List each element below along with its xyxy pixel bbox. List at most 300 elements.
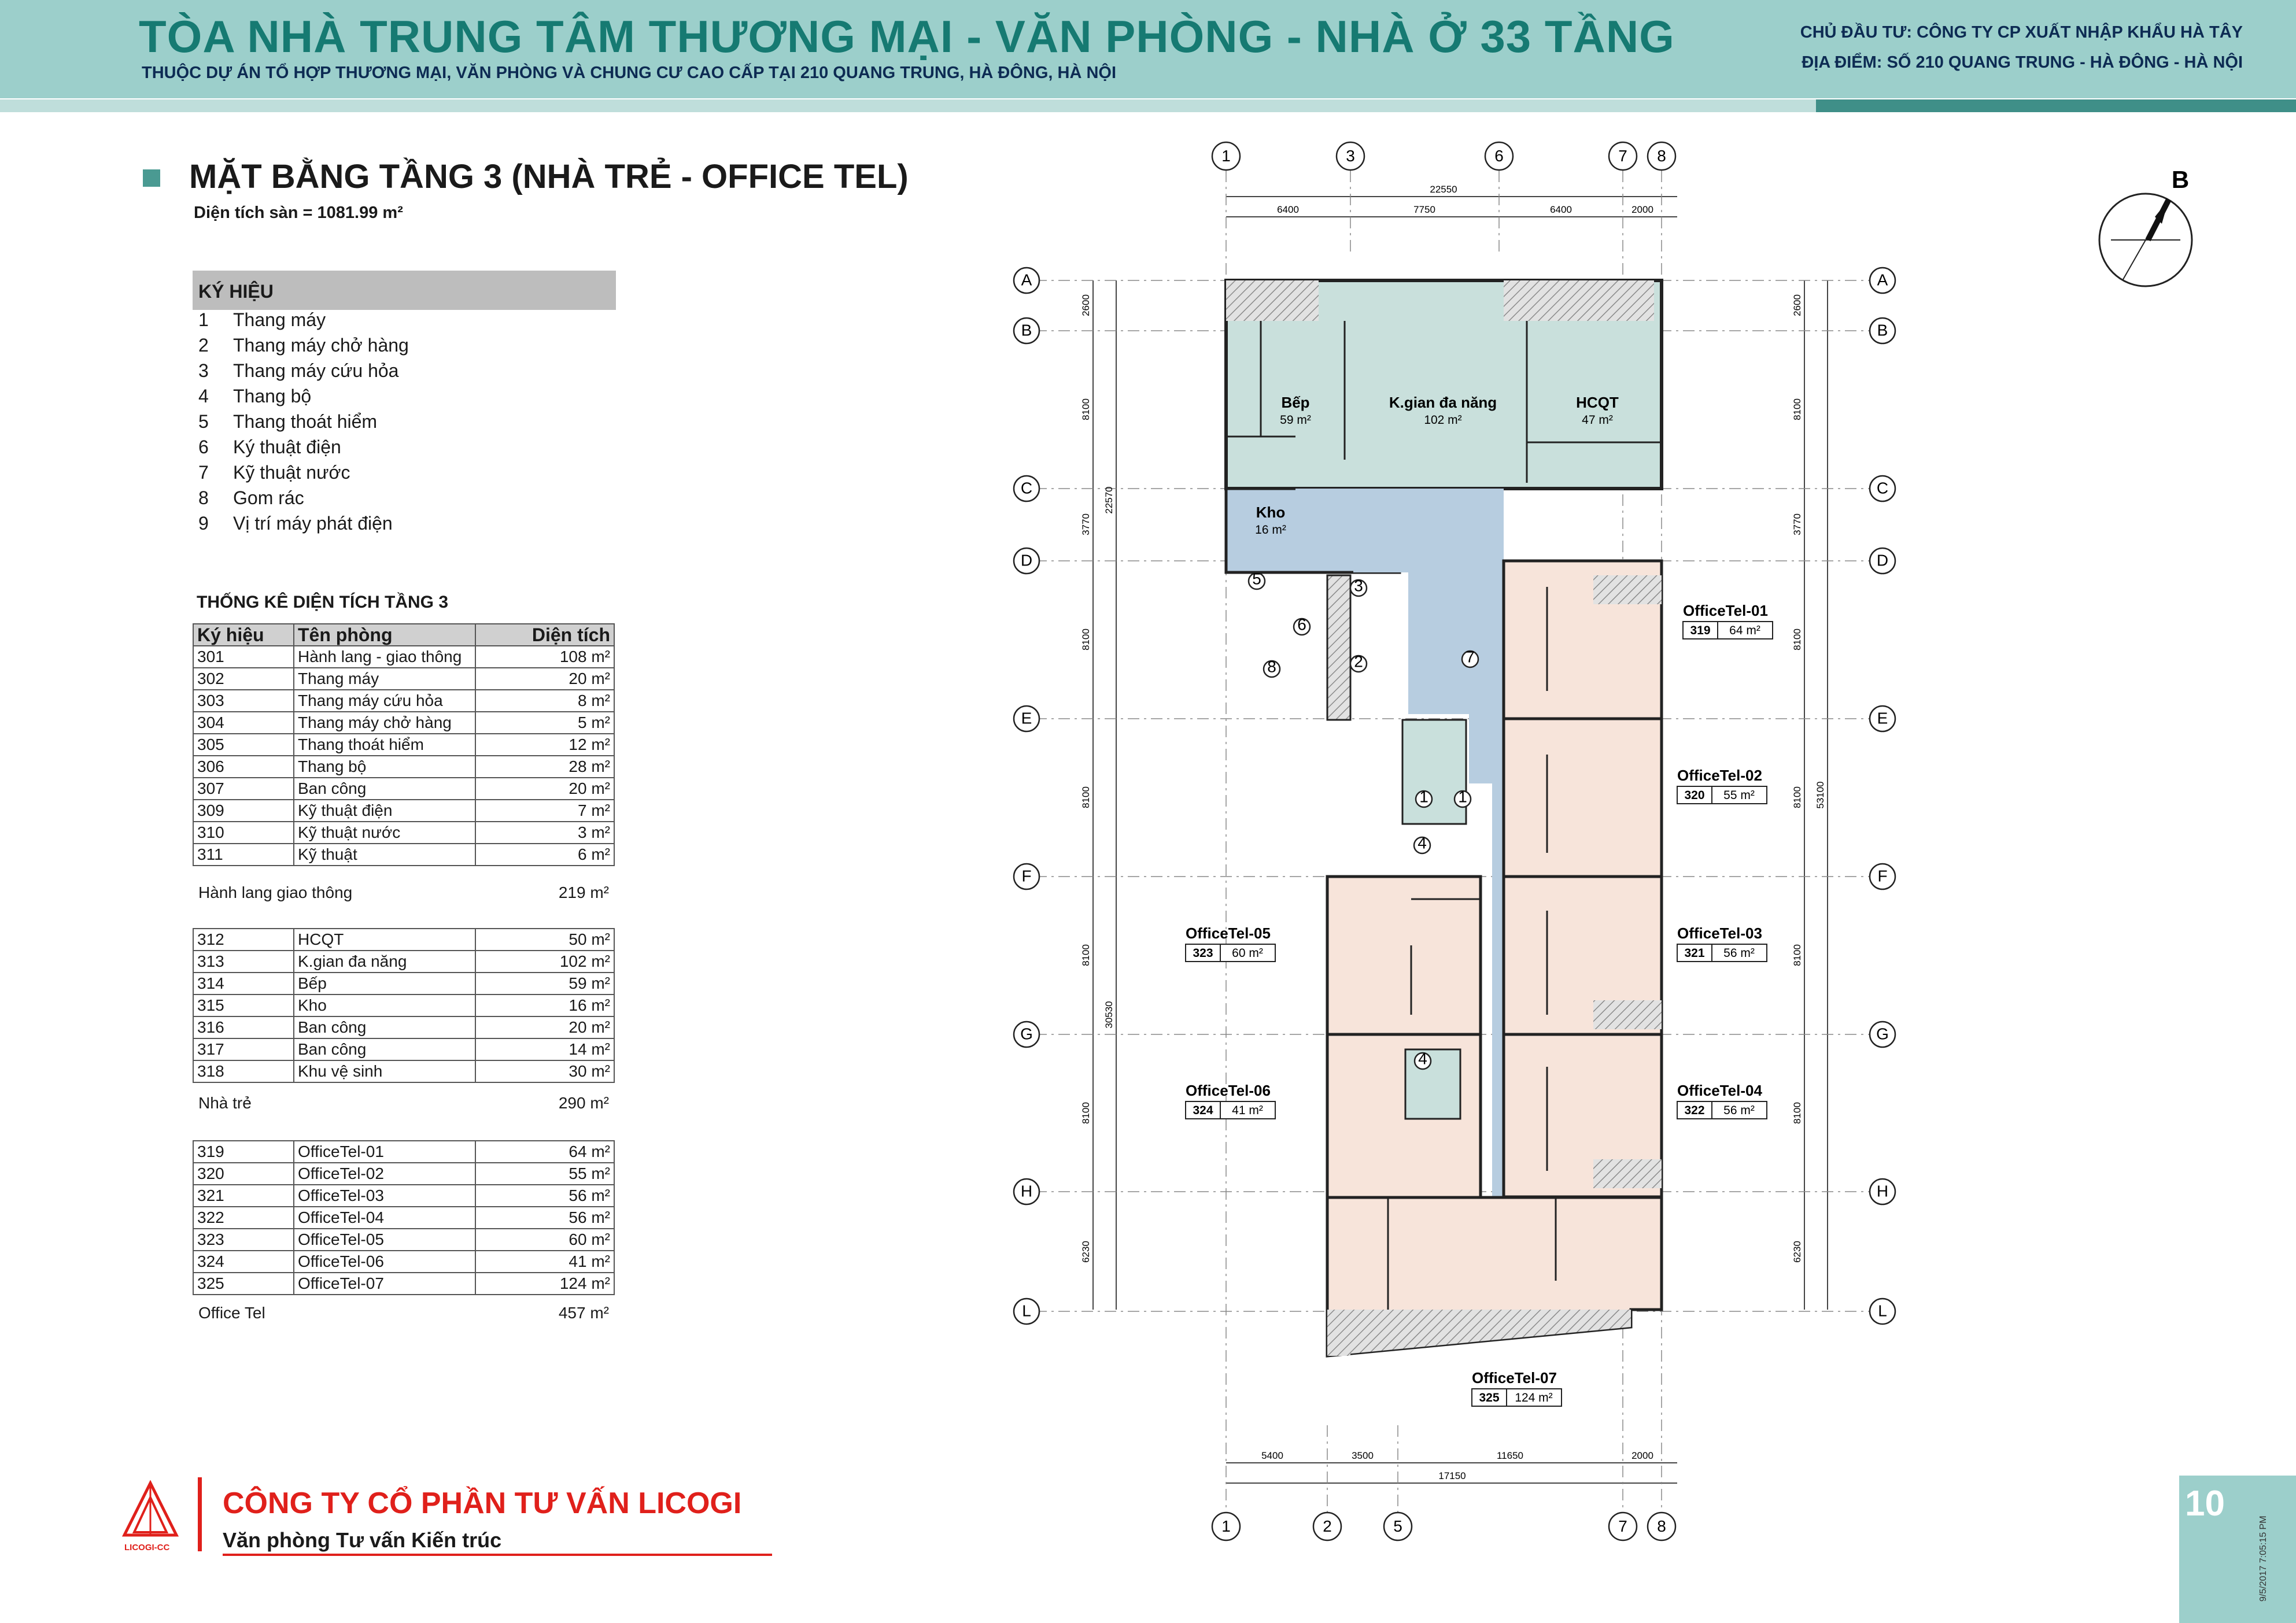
cell-code: 313 <box>193 951 294 973</box>
room-name: Bếp <box>1281 394 1310 411</box>
cell-code: 303 <box>193 690 294 712</box>
cell-area: 5 m² <box>475 712 614 734</box>
grid-col-bubble <box>1609 1513 1637 1540</box>
grid-col-bubble <box>1648 142 1675 170</box>
cell-room: OfficeTel-02 <box>294 1163 475 1185</box>
unit-area: 60 m² <box>1232 947 1263 960</box>
grid-row-bubble-text: F <box>1021 867 1032 885</box>
cell-area: 59 m² <box>475 973 614 994</box>
dimension-text: 8100 <box>1080 629 1091 650</box>
stats-table-officetel <box>193 1140 615 1295</box>
legend-item-label: Kỹ thuật nước <box>233 462 350 483</box>
room-name: K.gian đa năng <box>1389 394 1497 411</box>
dimension-text: 6400 <box>1277 204 1299 215</box>
cell-area: 41 m² <box>475 1251 614 1273</box>
unit-code: 322 <box>1684 1104 1705 1117</box>
cell-code: 320 <box>193 1163 294 1185</box>
dimension-text: 8100 <box>1792 629 1803 650</box>
legend-item-number: 6 <box>198 437 209 457</box>
document-subtitle: THUỘC DỰ ÁN TỔ HỢP THƯƠNG MẠI, VĂN PHÒNG VÀ CHUNG CƯ CAO CẤP TẠI 210 QUANG TRUNG, HÀ ĐÔNG, HÀ NỘI <box>142 64 1117 82</box>
sum-row-officetel <box>198 1304 609 1322</box>
grid-row-bubble-text: L <box>1022 1302 1031 1320</box>
cell-area: 50 m² <box>475 929 614 951</box>
marker-bubble <box>1264 657 1280 677</box>
grid-col-bubble <box>1337 142 1364 170</box>
cell-code: 315 <box>193 994 294 1016</box>
grid-row-bubble-text: D <box>1020 551 1033 570</box>
grid-col-bubble-text: 8 <box>1657 1517 1666 1536</box>
company-name: CÔNG TY CỔ PHẦN TƯ VẤN LICOGI <box>223 1487 742 1520</box>
grid-row-bubble <box>1014 864 1039 889</box>
table-row <box>193 1207 614 1229</box>
table-row <box>193 1163 614 1185</box>
dimension-text: 2000 <box>1631 1450 1653 1461</box>
company-underline <box>223 1554 772 1556</box>
table-row <box>193 1273 614 1295</box>
grid-col-bubble-text: 1 <box>1221 1517 1231 1536</box>
cell-area: 56 m² <box>475 1185 614 1207</box>
table-row <box>193 1251 614 1273</box>
table-row <box>193 1038 614 1060</box>
grid-row-bubble-text: G <box>1020 1025 1033 1043</box>
table-row <box>193 1229 614 1251</box>
cell-code: 318 <box>193 1060 294 1082</box>
unit-code: 321 <box>1684 947 1705 960</box>
cell-room: Kỹ thuật điện <box>294 800 475 822</box>
unit-name: OfficeTel-06 <box>1186 1082 1271 1099</box>
dimension-text: 6400 <box>1550 204 1572 215</box>
table-row <box>193 929 614 951</box>
shaft-hatch <box>1327 575 1350 720</box>
licogi-logo-icon <box>121 1480 179 1544</box>
cell-room: OfficeTel-06 <box>294 1251 475 1273</box>
dimension-text: 8100 <box>1080 398 1091 420</box>
grid-row-bubble-text: C <box>1876 479 1889 497</box>
cell-code: 305 <box>193 734 294 756</box>
grid-row-bubble <box>1014 476 1039 501</box>
grid-row-bubble-text: H <box>1020 1182 1033 1200</box>
legend-item-label: Thang máy <box>233 309 326 330</box>
col-code: Ký hiệu <box>193 624 294 646</box>
sum-value: 457 m² <box>558 1304 609 1322</box>
grid-row-bubble-text: E <box>1021 709 1032 727</box>
cell-code: 302 <box>193 668 294 690</box>
grid-row-bubble <box>1014 548 1039 574</box>
grid-col-bubble <box>1212 1513 1240 1540</box>
sum-label: Hành lang giao thông <box>198 883 353 901</box>
cell-code: 324 <box>193 1251 294 1273</box>
unit-tag <box>1472 1369 1562 1406</box>
table-row <box>193 690 614 712</box>
legend-header <box>193 271 616 310</box>
grid-col-bubble-text: 7 <box>1618 147 1627 165</box>
legend-item-number: 2 <box>198 335 209 356</box>
legend-item <box>198 386 311 407</box>
cell-area: 6 m² <box>475 844 614 866</box>
grid-col-bubble-text: 5 <box>1393 1517 1402 1536</box>
table-row <box>193 668 614 690</box>
table-row <box>193 1060 614 1082</box>
legend-item <box>198 309 326 331</box>
grid-col-bubble <box>1212 142 1240 170</box>
unit-tag <box>1677 925 1767 962</box>
cell-area: 20 m² <box>475 668 614 690</box>
marker-bubble <box>1414 834 1430 853</box>
legend-item-label: Vị trí máy phát điện <box>233 513 393 534</box>
room-name: HCQT <box>1576 394 1619 411</box>
floor-zones <box>1226 280 1662 1356</box>
grid-col-bubble <box>1384 1513 1412 1540</box>
dimension-text: 2600 <box>1080 294 1091 316</box>
room-area: 47 m² <box>1582 413 1613 427</box>
cell-room: Ban công <box>294 1038 475 1060</box>
marker-bubble-text: 4 <box>1418 1049 1427 1068</box>
table-row <box>193 800 614 822</box>
grid-row-bubble-text: A <box>1021 271 1032 289</box>
cell-room: Thang máy <box>294 668 475 690</box>
unit-name: OfficeTel-05 <box>1186 925 1271 942</box>
grid-row-bubble <box>1014 318 1039 343</box>
grid-row-bubble-text: H <box>1876 1182 1889 1200</box>
cell-room: Kho <box>294 994 475 1016</box>
table-row <box>193 1185 614 1207</box>
unit-area: 124 m² <box>1515 1391 1553 1404</box>
units-left-zone <box>1327 877 1481 1197</box>
unit-name: OfficeTel-04 <box>1677 1082 1762 1099</box>
grid-row-bubble-text: C <box>1020 479 1033 497</box>
marker-bubble-text: 8 <box>1267 657 1276 676</box>
legend-item <box>198 335 409 356</box>
marker-bubble <box>1350 652 1367 672</box>
stats-table-nursery <box>193 928 615 1083</box>
dimension-text: 8100 <box>1792 1102 1803 1124</box>
sum-row-nursery <box>198 1094 609 1112</box>
cell-code: 301 <box>193 646 294 668</box>
sum-row-circulation <box>198 883 609 902</box>
grid-row-bubble <box>1870 1179 1895 1204</box>
dimension-text: 22550 <box>1430 184 1457 195</box>
legend-item-label: Thang máy cứu hỏa <box>233 360 399 381</box>
marker-bubble-text: 6 <box>1297 615 1306 634</box>
dimension-text: 30530 <box>1103 1001 1114 1029</box>
cell-code: 304 <box>193 712 294 734</box>
cell-area: 7 m² <box>475 800 614 822</box>
unit-area: 64 m² <box>1729 624 1760 637</box>
marker-bubble-text: 1 <box>1419 788 1428 806</box>
table-row <box>193 756 614 778</box>
cell-code: 319 <box>193 1141 294 1163</box>
grid-col-bubble-text: 2 <box>1323 1517 1332 1536</box>
legend-heading: KÝ HIỆU <box>198 281 274 302</box>
page-number: 10 <box>2185 1484 2225 1524</box>
grid-col-bubble <box>1485 142 1513 170</box>
location-text: ĐỊA ĐIỂM: SỐ 210 QUANG TRUNG - HÀ ĐÔNG - HÀ NỘI <box>1802 53 2243 72</box>
cell-room: Ban công <box>294 1016 475 1038</box>
table-row <box>193 712 614 734</box>
grid-col-bubble-text: 8 <box>1657 147 1666 165</box>
grid-row-bubble <box>1870 548 1895 574</box>
unit-tag <box>1186 925 1275 962</box>
cell-code: 316 <box>193 1016 294 1038</box>
dimension-text: 3770 <box>1080 513 1091 535</box>
sum-value: 219 m² <box>558 883 609 901</box>
cell-room: Thang bộ <box>294 756 475 778</box>
cell-area: 108 m² <box>475 646 614 668</box>
legend-item <box>198 487 304 509</box>
legend-item <box>198 513 393 534</box>
grid-row-bubble-text: B <box>1021 321 1032 339</box>
table-row <box>193 778 614 800</box>
grid-row-bubble-text: E <box>1877 709 1888 727</box>
room-area: 16 m² <box>1255 523 1286 537</box>
cell-area: 55 m² <box>475 1163 614 1185</box>
dimension-text: 8100 <box>1080 786 1091 808</box>
dimension-text: 8100 <box>1792 398 1803 420</box>
unit-area: 41 m² <box>1232 1104 1263 1117</box>
cell-room: Thang máy cứu hỏa <box>294 690 475 712</box>
grid-col-bubble-text: 1 <box>1221 147 1231 165</box>
cell-code: 321 <box>193 1185 294 1207</box>
table-row <box>193 822 614 844</box>
marker-bubble <box>1294 615 1310 635</box>
unit-name: OfficeTel-01 <box>1683 602 1768 619</box>
grid-row-bubble <box>1014 706 1039 731</box>
cell-room: Hành lang - giao thông <box>294 646 475 668</box>
grid-col-bubble-text: 3 <box>1346 147 1355 165</box>
stats-table-circulation <box>193 623 615 866</box>
table-row <box>193 646 614 668</box>
legend-item-number: 5 <box>198 411 209 432</box>
compass-label: B <box>2171 166 2190 193</box>
cell-code: 306 <box>193 756 294 778</box>
legend-item <box>198 360 398 382</box>
legend-item-number: 9 <box>198 513 209 534</box>
grid-col-bubble-text: 7 <box>1618 1517 1627 1536</box>
table-header-row <box>193 624 614 646</box>
unit-code: 323 <box>1193 947 1213 960</box>
dimension-text: 2600 <box>1792 294 1803 316</box>
cell-area: 8 m² <box>475 690 614 712</box>
dimension-text: 6230 <box>1792 1241 1803 1263</box>
sum-label: Nhà trẻ <box>198 1094 252 1112</box>
dimension-text: 8100 <box>1080 1102 1091 1124</box>
balcony-hatch <box>1226 280 1319 321</box>
table-row <box>193 844 614 866</box>
marker-bubble-text: 5 <box>1252 570 1261 588</box>
marker-bubble-text: 3 <box>1354 576 1363 595</box>
cell-code: 325 <box>193 1273 294 1295</box>
table-row <box>193 1016 614 1038</box>
legend-item-label: Thang bộ <box>233 386 312 406</box>
cell-area: 20 m² <box>475 1016 614 1038</box>
legend-item-number: 4 <box>198 386 209 406</box>
dimension-text: 53100 <box>1815 781 1826 809</box>
dimension-text: 7750 <box>1413 204 1435 215</box>
grid-row-bubble <box>1014 1022 1039 1047</box>
cell-code: 322 <box>193 1207 294 1229</box>
cell-area: 20 m² <box>475 778 614 800</box>
marker-bubble <box>1350 576 1367 596</box>
legend-item <box>198 462 350 483</box>
unit-tag <box>1186 1082 1275 1119</box>
cell-room: Bếp <box>294 973 475 994</box>
unit-code: 325 <box>1479 1391 1500 1404</box>
investor-text: CHỦ ĐẦU TƯ: CÔNG TY CP XUẤT NHẬP KHẨU HÀ TÂY <box>1800 23 2243 42</box>
table-row <box>193 973 614 994</box>
grid-row-bubble <box>1870 864 1895 889</box>
unit-area: 56 m² <box>1723 1104 1755 1117</box>
grid-col-bubble <box>1648 1513 1675 1540</box>
cell-area: 14 m² <box>475 1038 614 1060</box>
cell-room: OfficeTel-03 <box>294 1185 475 1207</box>
grid-row-bubble-text: G <box>1876 1025 1889 1043</box>
grid-row-bubble <box>1870 268 1895 293</box>
legend-item-label: Gom rác <box>233 487 304 508</box>
cell-room: Thang thoát hiểm <box>294 734 475 756</box>
grid-row-bubble <box>1014 268 1039 293</box>
grid-row-bubble <box>1870 1299 1895 1324</box>
logo-text: LICOGI-CC <box>124 1543 170 1552</box>
title-bullet-icon <box>143 169 160 187</box>
cell-code: 314 <box>193 973 294 994</box>
sum-value: 290 m² <box>558 1094 609 1112</box>
dimension-text: 8100 <box>1792 786 1803 808</box>
cell-code: 312 <box>193 929 294 951</box>
marker-bubble-text: 7 <box>1466 648 1475 666</box>
room-name: Kho <box>1256 504 1286 521</box>
legend-item-label: Ký thuật điện <box>233 437 341 457</box>
grid-row-bubble <box>1870 1022 1895 1047</box>
stair-core <box>1402 720 1466 824</box>
grid-col-bubble <box>1313 1513 1341 1540</box>
grid-row-bubble-text: F <box>1877 867 1888 885</box>
plan-title: MẶT BẰNG TẦNG 3 (NHÀ TRẺ - OFFICE TEL) <box>189 158 909 195</box>
cell-area: 56 m² <box>475 1207 614 1229</box>
grid-row-bubble <box>1014 1179 1039 1204</box>
grid-row-bubble-text: D <box>1876 551 1889 570</box>
grid-row-bubble-text: A <box>1877 271 1888 289</box>
cell-room: Kỹ thuật nước <box>294 822 475 844</box>
table-row <box>193 994 614 1016</box>
company-accent-bar <box>198 1477 202 1551</box>
grid-row-bubble <box>1870 476 1895 501</box>
dimension-text: 17150 <box>1438 1470 1466 1481</box>
cell-code: 309 <box>193 800 294 822</box>
balcony-hatch <box>1504 280 1654 321</box>
cell-code: 310 <box>193 822 294 844</box>
grid-col-bubble-text: 6 <box>1494 147 1504 165</box>
dimension-text: 2000 <box>1631 204 1653 215</box>
north-compass-icon <box>2094 165 2198 309</box>
cell-area: 30 m² <box>475 1060 614 1082</box>
col-room: Tên phòng <box>294 624 475 646</box>
grid-row-bubble-text: L <box>1878 1302 1887 1320</box>
grid-row-bubble <box>1014 1299 1039 1324</box>
dimension-text: 8100 <box>1792 944 1803 966</box>
unit-area: 55 m² <box>1723 789 1755 802</box>
cell-area: 12 m² <box>475 734 614 756</box>
cell-code: 311 <box>193 844 294 866</box>
cell-room: Khu vệ sinh <box>294 1060 475 1082</box>
unit-tag <box>1677 767 1767 804</box>
unit-tag <box>1683 602 1773 639</box>
cell-room: HCQT <box>294 929 475 951</box>
cell-area: 16 m² <box>475 994 614 1016</box>
stats-title: THỐNG KÊ DIỆN TÍCH TẦNG 3 <box>197 593 449 612</box>
dimension-text: 5400 <box>1261 1450 1283 1461</box>
floor-plan-drawing <box>1006 136 1955 1558</box>
marker-bubble-text: 2 <box>1354 652 1363 671</box>
unit-name: OfficeTel-03 <box>1677 925 1762 942</box>
unit-code: 324 <box>1193 1104 1213 1117</box>
marker-bubble-text: 1 <box>1458 788 1467 806</box>
table-row <box>193 1141 614 1163</box>
unit-area: 56 m² <box>1723 947 1755 960</box>
legend-item-label: Thang máy chở hàng <box>233 335 409 356</box>
room-area: 59 m² <box>1280 413 1311 427</box>
legend-item-label: Thang thoát hiểm <box>233 411 378 432</box>
unit-name: OfficeTel-02 <box>1677 767 1762 784</box>
dimension-text: 3500 <box>1352 1450 1374 1461</box>
stair-core <box>1405 1049 1460 1119</box>
grid-row-bubble-text: B <box>1877 321 1888 339</box>
print-date: 9/5/2017 7:05:15 PM <box>2258 1515 2268 1602</box>
legend-item-number: 3 <box>198 360 209 381</box>
sum-label: Office Tel <box>198 1304 265 1322</box>
cell-room: Ban công <box>294 778 475 800</box>
grid-row-bubble <box>1870 706 1895 731</box>
cell-code: 317 <box>193 1038 294 1060</box>
cell-room: Thang máy chở hàng <box>294 712 475 734</box>
legend-item-number: 8 <box>198 487 209 508</box>
grid-col-bubble <box>1609 142 1637 170</box>
table-row <box>193 734 614 756</box>
dimension-text: 22570 <box>1103 486 1114 514</box>
document-title: TÒA NHÀ TRUNG TÂM THƯƠNG MẠI - VĂN PHÒNG - NHÀ Ở 33 TẦNG <box>139 11 1675 62</box>
dimension-text: 6230 <box>1080 1241 1091 1263</box>
dimension-text: 3770 <box>1792 513 1803 535</box>
col-area: Diện tích <box>475 624 614 646</box>
cell-room: OfficeTel-07 <box>294 1273 475 1295</box>
cell-room: OfficeTel-04 <box>294 1207 475 1229</box>
cell-area: 60 m² <box>475 1229 614 1251</box>
unit-tag <box>1677 1082 1767 1119</box>
cell-area: 124 m² <box>475 1273 614 1295</box>
cell-room: OfficeTel-05 <box>294 1229 475 1251</box>
cell-area: 64 m² <box>475 1141 614 1163</box>
cell-area: 102 m² <box>475 951 614 973</box>
floor-area: Diện tích sàn = 1081.99 m² <box>194 204 403 222</box>
company-office: Văn phòng Tư vấn Kiến trúc <box>223 1528 502 1552</box>
legend-item-number: 7 <box>198 462 209 483</box>
units-right-zone <box>1504 561 1662 1197</box>
legend-item-number: 1 <box>198 309 209 330</box>
grid-row-bubble <box>1870 318 1895 343</box>
unit-code: 320 <box>1684 789 1705 802</box>
room-area: 102 m² <box>1424 413 1462 427</box>
cell-area: 28 m² <box>475 756 614 778</box>
header-underline-accent <box>1816 99 2296 112</box>
cell-area: 3 m² <box>475 822 614 844</box>
table-row <box>193 951 614 973</box>
legend-item <box>198 437 341 458</box>
cell-room: K.gian đa năng <box>294 951 475 973</box>
legend-item <box>198 411 377 432</box>
cell-code: 323 <box>193 1229 294 1251</box>
cell-room: OfficeTel-01 <box>294 1141 475 1163</box>
cell-code: 307 <box>193 778 294 800</box>
cell-room: Kỹ thuật <box>294 844 475 866</box>
